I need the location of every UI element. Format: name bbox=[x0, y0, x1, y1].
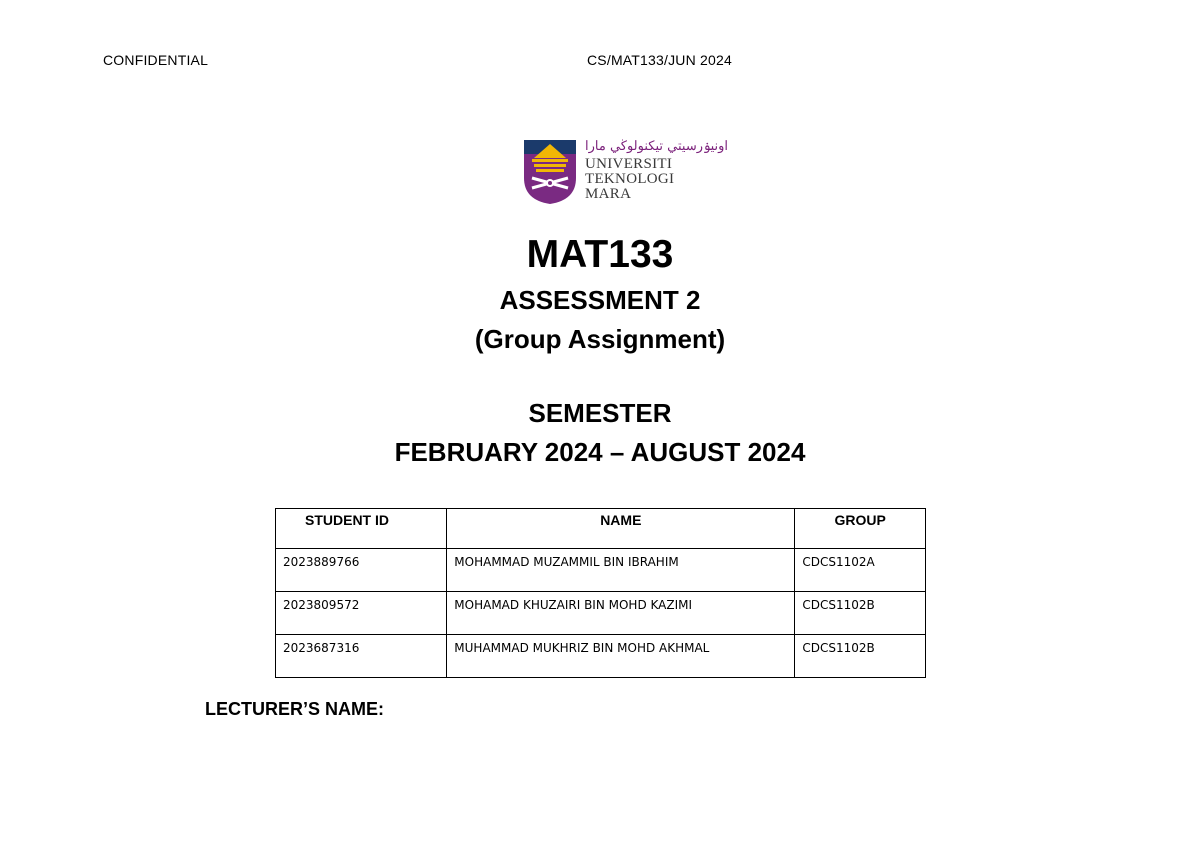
student-id-cell: 2023809572 bbox=[276, 592, 447, 635]
semester-dates: FEBRUARY 2024 – AUGUST 2024 bbox=[394, 437, 806, 467]
logo-line-mara: MARA bbox=[585, 186, 632, 202]
table-row bbox=[276, 549, 926, 592]
table-row bbox=[276, 635, 926, 678]
confidential-label: CONFIDENTIAL bbox=[103, 52, 209, 68]
lecturer-name-label: LECTURER’S NAME: bbox=[205, 699, 384, 719]
student-id-cell: 2023889766 bbox=[276, 549, 447, 592]
table-row bbox=[276, 592, 926, 635]
logo-line-teknologi: TEKNOLOGI bbox=[585, 171, 675, 187]
logo-wordmark bbox=[585, 157, 674, 202]
student-name-cell: MUHAMMAD MUKHRIZ BIN MOHD AKHMAL bbox=[447, 635, 795, 678]
student-group-cell: CDCS1102B bbox=[795, 592, 926, 635]
document-code: CS/MAT133/JUN 2024 bbox=[587, 52, 732, 68]
assessment-type: (Group Assignment) bbox=[474, 324, 726, 354]
student-group-cell: CDCS1102B bbox=[795, 635, 926, 678]
logo-jawi-script: اونيۏرسيتي تيکنولوڬي مارا bbox=[585, 139, 729, 154]
logo-line-universiti: UNIVERSITI bbox=[585, 156, 673, 172]
student-id-cell: 2023687316 bbox=[276, 635, 447, 678]
assessment-title: ASSESSMENT 2 bbox=[499, 285, 701, 315]
uitm-crest-icon bbox=[522, 138, 578, 206]
header-name: NAME bbox=[447, 509, 795, 549]
university-logo bbox=[522, 138, 729, 206]
course-code-title: MAT133 bbox=[526, 233, 674, 276]
student-name-cell: MOHAMMAD MUZAMMIL BIN IBRAHIM bbox=[447, 549, 795, 592]
student-group-cell: CDCS1102A bbox=[795, 549, 926, 592]
table-header-row bbox=[276, 509, 926, 549]
semester-label: SEMESTER bbox=[528, 398, 672, 428]
header-student-id: STUDENT ID bbox=[276, 509, 447, 549]
student-name-cell: MOHAMAD KHUZAIRI BIN MOHD KAZIMI bbox=[447, 592, 795, 635]
student-table bbox=[275, 508, 926, 678]
header-group: GROUP bbox=[795, 509, 926, 549]
